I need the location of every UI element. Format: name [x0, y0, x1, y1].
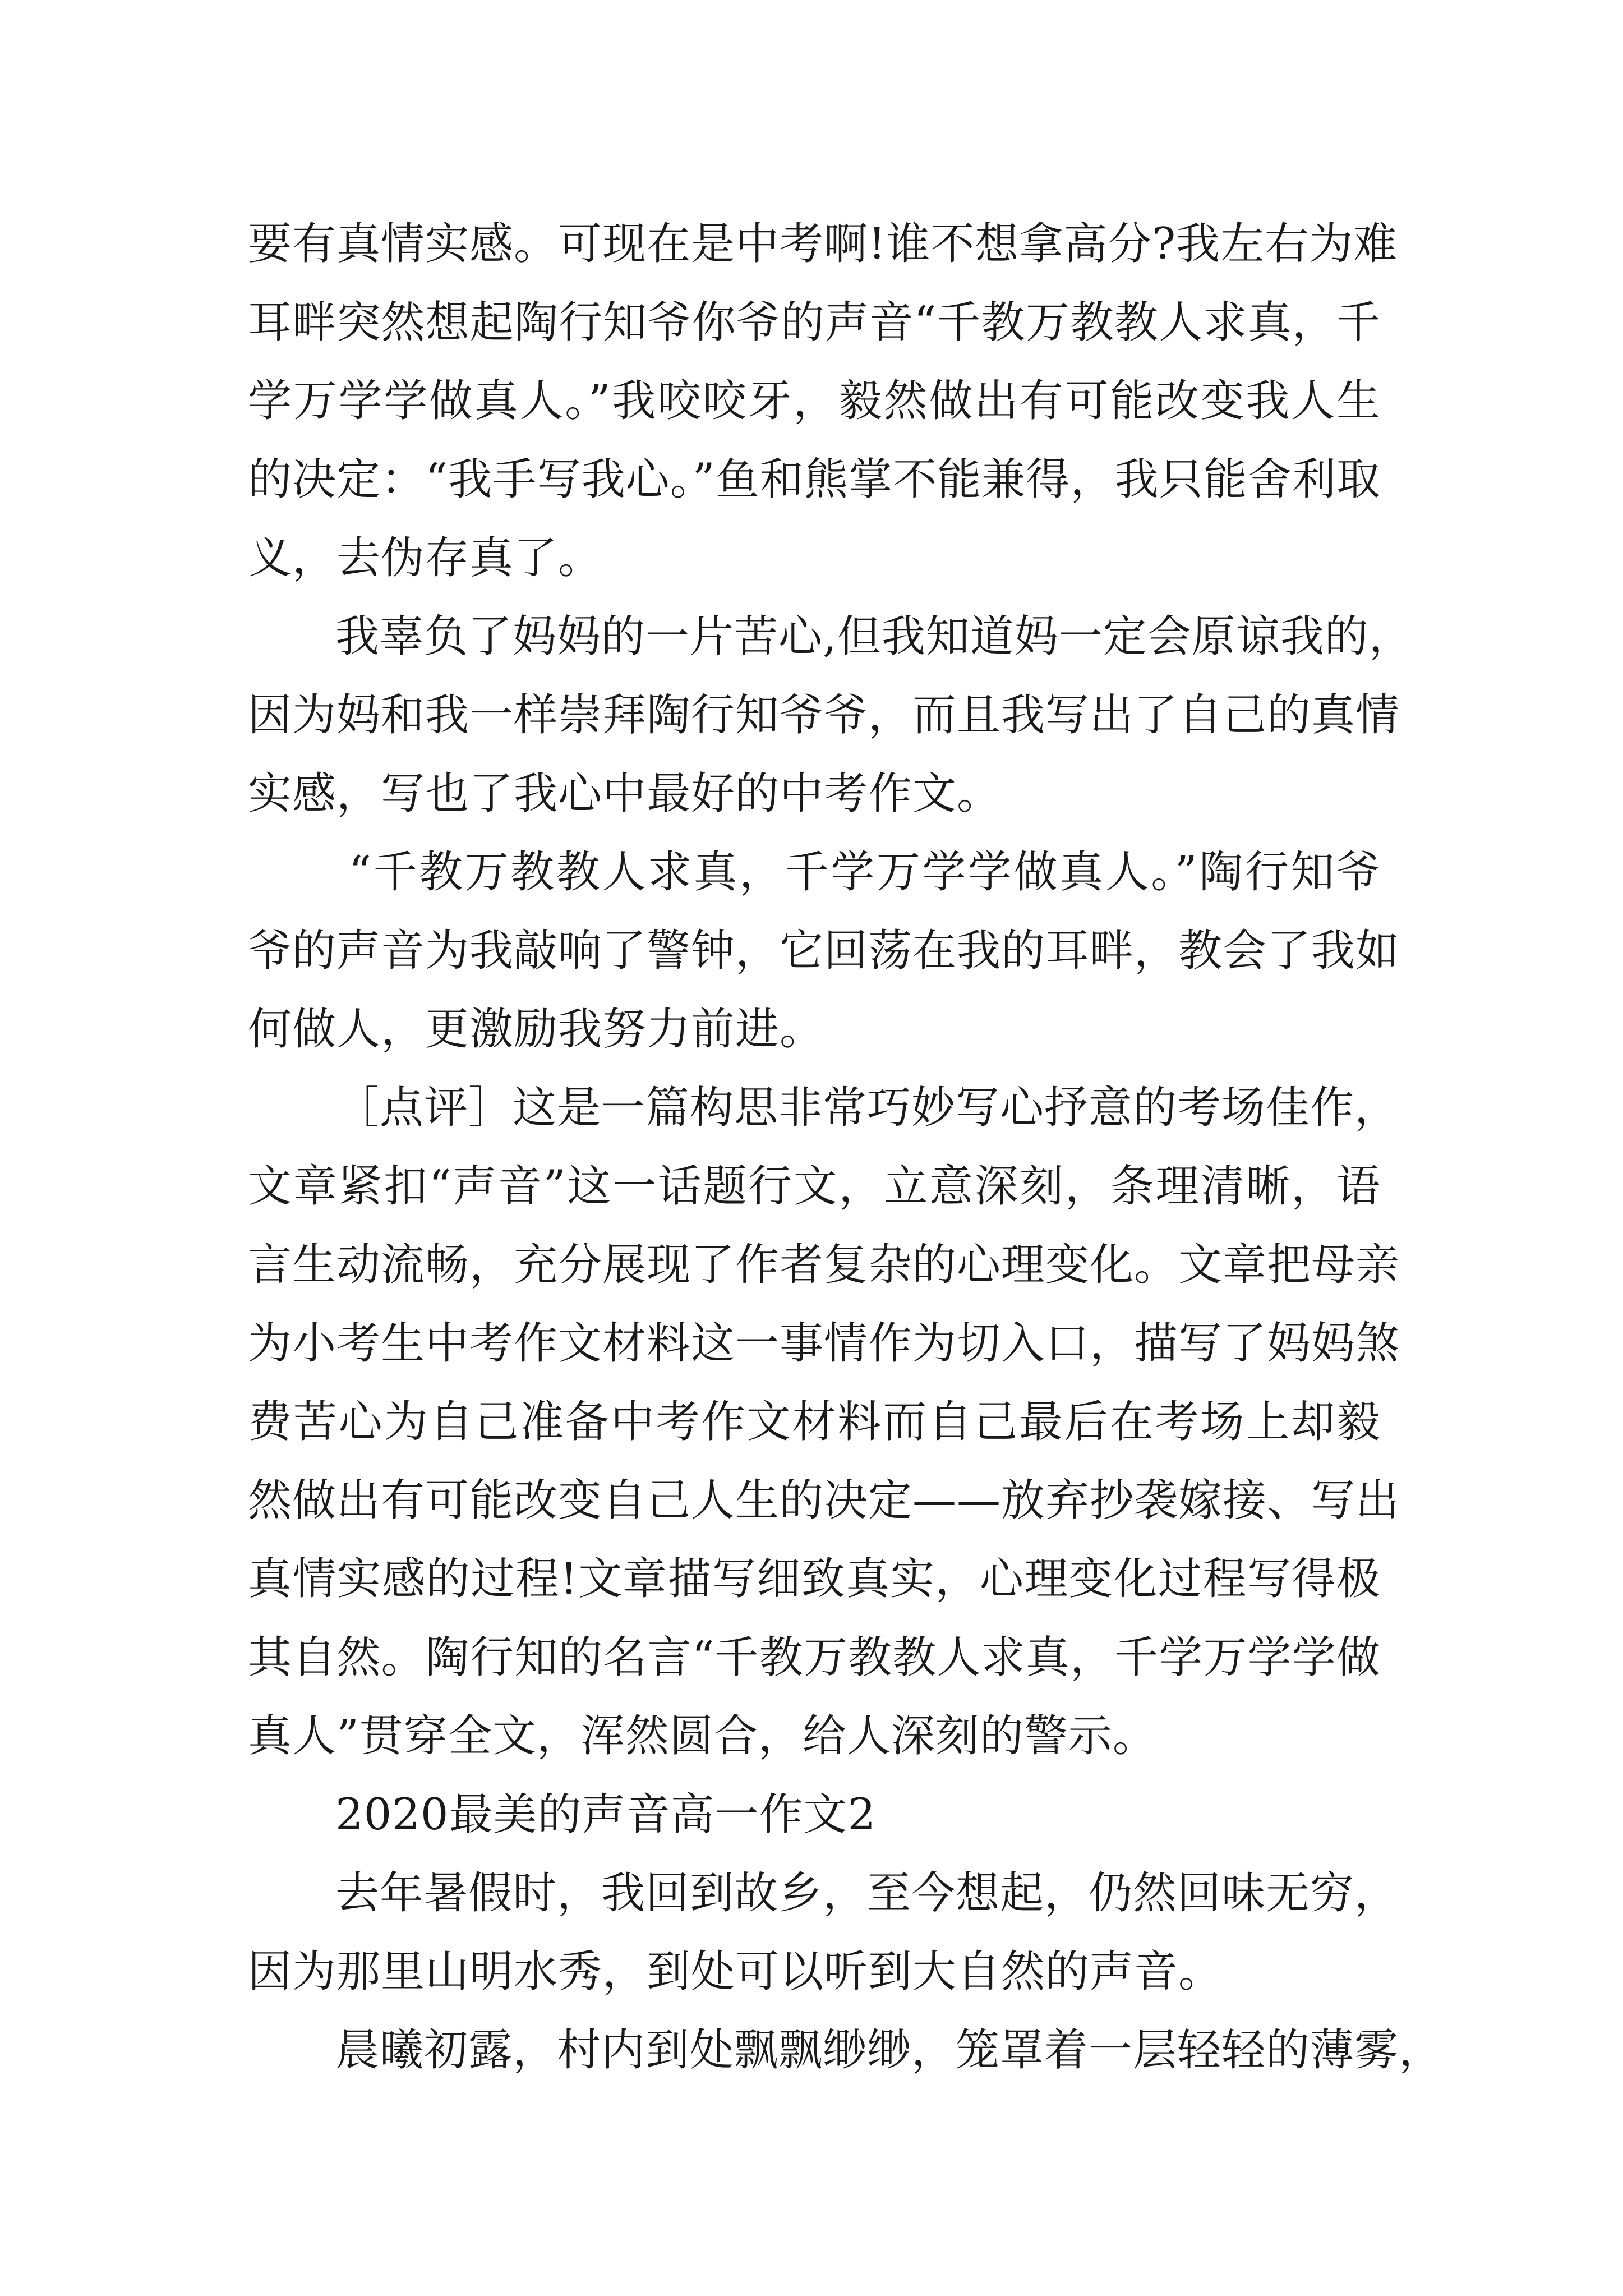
- paragraph-first-line: “千教万教教人求真，千学万学学做真人。”陶行知爷: [349, 847, 1381, 898]
- text-line: 然做出有可能改变自己人生的决定——放弃抄袭嫁接、写出: [248, 1475, 1400, 1526]
- text-line: 真情实感的过程!文章描写细致真实，心理变化过程写得极: [248, 1554, 1381, 1604]
- text-line: 要有真情实感。可现在是中考啊!谁不想拿高分?我左右为难: [248, 219, 1398, 269]
- text-line: 因为妈和我一样崇拜陶行知爷爷，而且我写出了自己的真情: [248, 690, 1400, 740]
- paragraph-first-line: 我辜负了妈妈的一片苦心,但我知道妈一定会原谅我的，: [335, 611, 1413, 662]
- text-line: 耳畔突然想起陶行知爷你爷的声音“千教万教教人求真，千: [248, 297, 1381, 348]
- comment-first-line: ［点评］这是一篇构思非常巧妙写心抒意的考场佳作，: [335, 1083, 1399, 1133]
- text-line: 为小考生中考作文材料这一事情作为切入口，描写了妈妈煞: [248, 1318, 1400, 1369]
- text-line: 何做人，更激励我努力前进。: [248, 1004, 824, 1055]
- text-line: 其自然。陶行知的名言“千教万教教人求真，千学万学学做: [248, 1632, 1381, 1683]
- text-line: 义，去伪存真了。: [248, 533, 603, 583]
- text-line: 爷的声音为我敲响了警钟，它回荡在我的耳畔，教会了我如: [248, 926, 1400, 976]
- text-line: 真人”贯穿全文，浑然圆合，给人深刻的警示。: [248, 1711, 1157, 1761]
- paragraph-first-line: 去年暑假时，我回到故乡，至今想起，仍然回味无穷，: [335, 1868, 1399, 1918]
- text-line: 学万学学做真人。”我咬咬牙，毅然做出有可能改变我人生: [248, 376, 1381, 426]
- text-line: 言生动流畅，充分展现了作者复杂的心理变化。文章把母亲: [248, 1240, 1400, 1290]
- section-heading: 2020最美的声音高一作文2: [335, 1789, 877, 1840]
- paragraph-first-line: 晨曦初露，村内到处飘飘缈缈，笼罩着一层轻轻的薄雾，: [335, 2025, 1444, 2076]
- text-line: 费苦心为自己准备中考作文材料而自己最后在考场上却毅: [248, 1397, 1381, 1447]
- text-line: 的决定：“我手写我心。”鱼和熊掌不能兼得，我只能舍利取: [248, 454, 1381, 505]
- text-line: 因为那里山明水秀，到处可以听到大自然的声音。: [248, 1947, 1223, 1997]
- text-line: 文章紧扣“声音”这一话题行文，立意深刻，条理清晰，语: [248, 1161, 1381, 1212]
- text-line: 实感，写也了我心中最好的中考作文。: [248, 769, 1002, 819]
